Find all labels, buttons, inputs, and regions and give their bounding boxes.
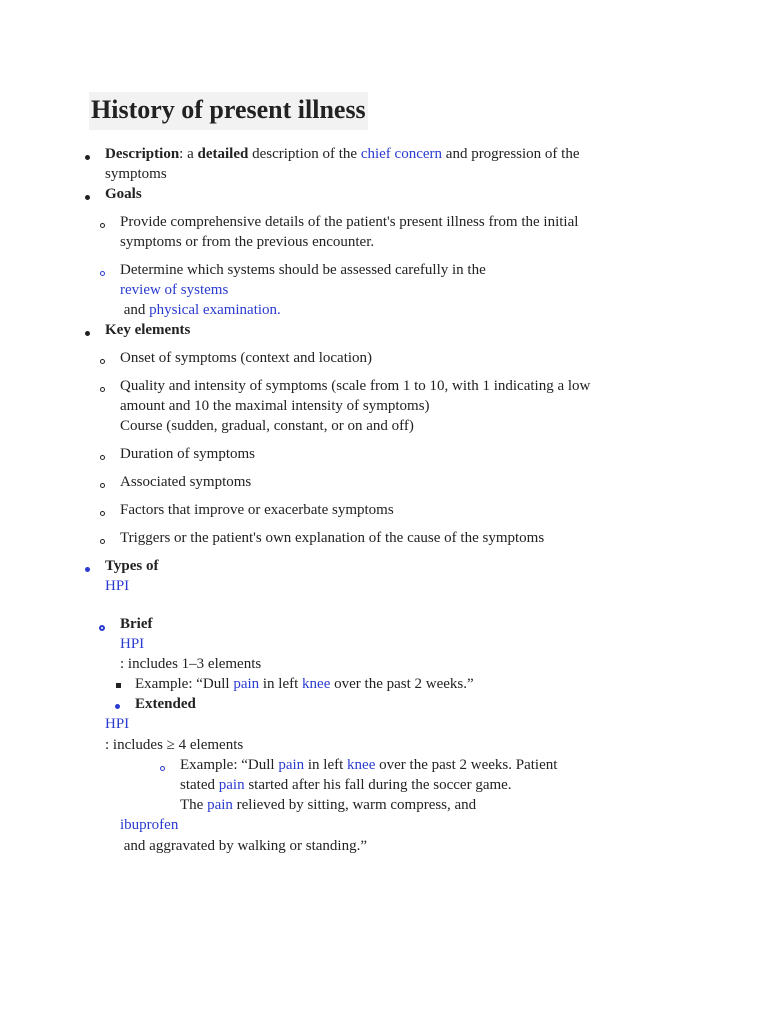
- bullet: [85, 567, 90, 572]
- ext-example-mid: over the past 2 weeks. Patient: [375, 757, 558, 773]
- description-line-2: symptoms: [105, 166, 167, 182]
- associated-item: Associated symptoms: [120, 474, 252, 490]
- pain-link[interactable]: pain: [218, 777, 245, 793]
- extended-label: Extended: [135, 696, 196, 712]
- bullet: [115, 704, 120, 709]
- description-colon: : a: [179, 146, 198, 162]
- factors-item: Factors that improve or exacerbate symptoms: [120, 502, 394, 518]
- brief-example-post: over the past 2 weeks.”: [330, 676, 474, 692]
- the-text: The: [180, 797, 208, 813]
- ext-line3-post: relieved by sitting, warm compress, and: [232, 797, 477, 813]
- types-label: Types of: [105, 558, 159, 574]
- knee-link[interactable]: knee: [302, 676, 331, 692]
- ext-example-pre: Example: “Dull: [180, 757, 279, 773]
- brief-includes: : includes 1–3 elements: [120, 656, 262, 672]
- extended-includes: : includes ≥ 4 elements: [105, 737, 244, 753]
- brief-label: Brief: [120, 616, 153, 632]
- bullet: [85, 331, 90, 336]
- triggers-item: Triggers or the patient's own explanation of the cause of the symptoms: [120, 530, 545, 546]
- extended-example-last: and aggravated by walking or standing.”: [120, 838, 368, 854]
- sub-bullet: [160, 766, 165, 771]
- duration-item: Duration of symptoms: [120, 446, 255, 462]
- physical-examination-link[interactable]: physical examination.: [149, 302, 281, 318]
- sub-bullet: [100, 223, 105, 228]
- review-of-systems-link[interactable]: review of systems: [120, 282, 229, 298]
- brief-example-pre: Example: “Dull: [135, 676, 234, 692]
- extended-example-line-3: [180, 795, 476, 815]
- in-left-text: in left: [304, 757, 348, 773]
- goals-item-2-line-3: [120, 300, 281, 320]
- sub-bullet: [100, 387, 105, 392]
- description-line: [105, 144, 580, 164]
- quality-item-line-2: amount and 10 the maximal intensity of symptoms): [120, 398, 430, 414]
- bullet: [85, 155, 90, 160]
- pain-link[interactable]: pain: [233, 676, 260, 692]
- sub-bullet: [100, 455, 105, 460]
- knee-link[interactable]: knee: [347, 757, 376, 773]
- brief-hpi-link[interactable]: HPI: [120, 636, 145, 652]
- description-label: Description: [105, 146, 180, 162]
- chief-concern-link[interactable]: chief concern: [360, 146, 443, 162]
- ibuprofen-link[interactable]: ibuprofen: [120, 817, 179, 833]
- description-text-2: and progression of the: [442, 146, 580, 162]
- page-title: History of present illness: [89, 92, 368, 130]
- key-elements-label: Key elements: [105, 322, 191, 338]
- pain-link[interactable]: pain: [207, 797, 233, 813]
- sub-bullet: [100, 271, 105, 276]
- goals-item-1-line-2: symptoms or from the previous encounter.: [120, 234, 375, 250]
- detailed-text: detailed: [197, 146, 249, 162]
- brief-example: [135, 674, 474, 694]
- sub-bullet: [100, 359, 105, 364]
- goals-item-1-line-1: Provide comprehensive details of the patient's present illness from the initial: [120, 214, 579, 230]
- sub-bullet: [100, 511, 105, 516]
- in-left-text: in left: [259, 676, 303, 692]
- extended-hpi-link[interactable]: HPI: [105, 716, 130, 732]
- hpi-link[interactable]: HPI: [105, 578, 130, 594]
- goals-item-2-line-1: Determine which systems should be assessed carefully in the: [120, 262, 486, 278]
- sub-bullet: [99, 625, 105, 631]
- and-text: and: [120, 302, 150, 318]
- bullet: [85, 195, 90, 200]
- quality-item-line-1: Quality and intensity of symptoms (scale from 1 to 10, with 1 indicating a low: [120, 378, 591, 394]
- stated-text: stated: [180, 777, 219, 793]
- description-text: description of the: [248, 146, 361, 162]
- onset-item: Onset of symptoms (context and location): [120, 350, 373, 366]
- course-item: Course (sudden, gradual, constant, or on and off): [120, 418, 414, 434]
- extended-example-line-2: [180, 775, 512, 795]
- pain-link[interactable]: pain: [278, 757, 305, 773]
- extended-example-line-1: [180, 755, 557, 775]
- ext-line2-post: started after his fall during the soccer game.: [244, 777, 512, 793]
- sub-bullet: [100, 483, 105, 488]
- sub-bullet: [100, 539, 105, 544]
- sub-sub-bullet: [116, 683, 121, 688]
- goals-label: Goals: [105, 186, 142, 202]
